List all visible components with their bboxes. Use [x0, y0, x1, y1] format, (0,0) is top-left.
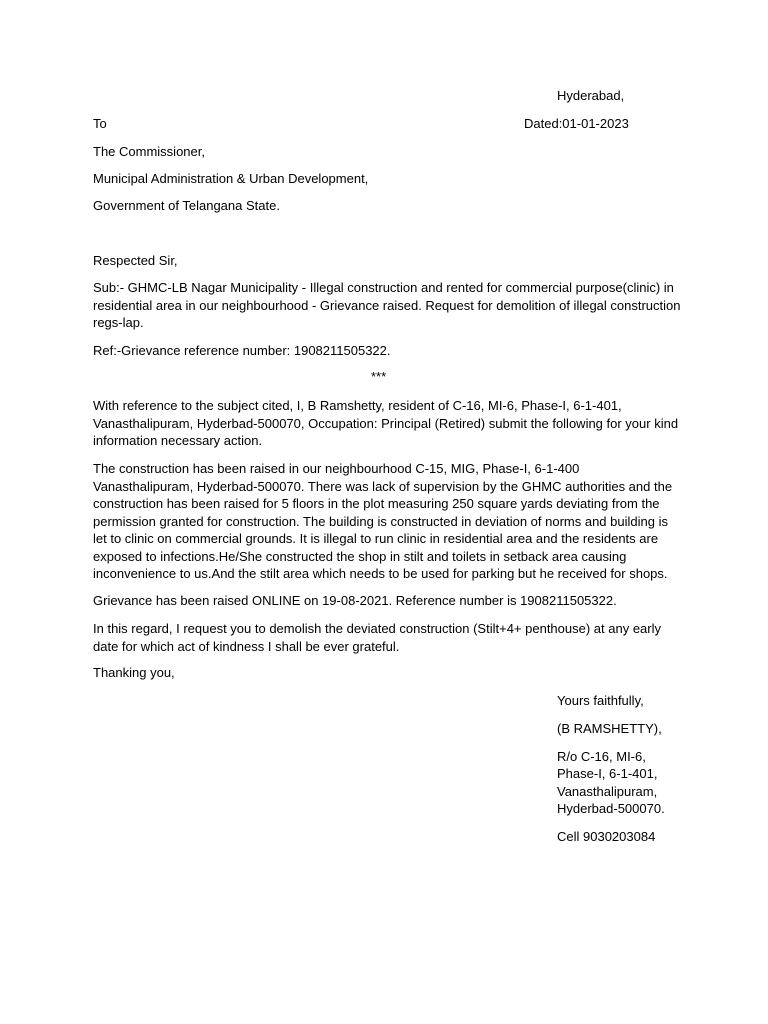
date-text: Dated:01-01-2023	[524, 116, 629, 131]
address-line-1: R/o C-16, MI-6,	[557, 749, 646, 764]
reference-text: Ref:-Grievance reference number: 1908211505322.	[93, 343, 391, 358]
valediction-text: Yours faithfully,	[557, 693, 644, 708]
separator-text: ***	[371, 369, 387, 384]
subject-paragraph: Sub:- GHMC-LB Nagar Municipality - Illegal construction and rented for commercial purpose(clinic) in residential area in our neighbourhood - Grievance raised. Request for demolition of illegal construction regs-lap.	[93, 280, 681, 330]
address-line-2: Phase-I, 6-1-401,	[557, 766, 658, 781]
body-paragraph-4: In this regard, I request you to demolish the deviated construction (Stilt+4+ penthouse) at any early date for which act of kindness I shall be ever grateful.	[93, 621, 661, 654]
body-paragraph-2: The construction has been raised in our neighbourhood C-15, MIG, Phase-I, 6-1-400 Vanasthalipuram, Hyderbad-500070. There was lack of supervision by the GHMC authorities and the construction has been raised for 5 floors in the plot measuring 250 square yards deviating from the permission granted for construction. The building is constructed in deviation of norms and building is let to clinic on commercial grounds. It is illegal to run clinic in residential area and the residents are exposed to infections.He/She constructed the shop in stilt and toilets in setback area causing inconvenience to us.And the stilt area which needs to be used for parking but he received for shops.	[93, 461, 673, 581]
cell-number: Cell 9030203084	[557, 829, 656, 844]
body-paragraph-1: With reference to the subject cited, I, B Ramshetty, resident of C-16, MI-6, Phase-I, 6-1-401, Vanasthalipuram, Hyderbad-500070, Occupation: Principal (Retired) submit the following for your kind information necessary action.	[93, 398, 679, 448]
place-text: Hyderabad,	[557, 88, 625, 103]
signatory-name: (B RAMSHETTY),	[557, 721, 662, 736]
address-line-4: Hyderbad-500070.	[557, 801, 665, 816]
salutation: Respected Sir,	[93, 253, 178, 268]
address-line-3: Vanasthalipuram,	[557, 784, 658, 799]
body-paragraph-3: Grievance has been raised ONLINE on 19-08-2021. Reference number is 1908211505322.	[93, 593, 617, 608]
to-text: To	[93, 116, 107, 131]
recipient-government: Government of Telangana State.	[93, 198, 280, 213]
recipient-title: The Commissioner,	[93, 144, 205, 159]
closing-text: Thanking you,	[93, 665, 175, 680]
recipient-department: Municipal Administration & Urban Development,	[93, 171, 369, 186]
